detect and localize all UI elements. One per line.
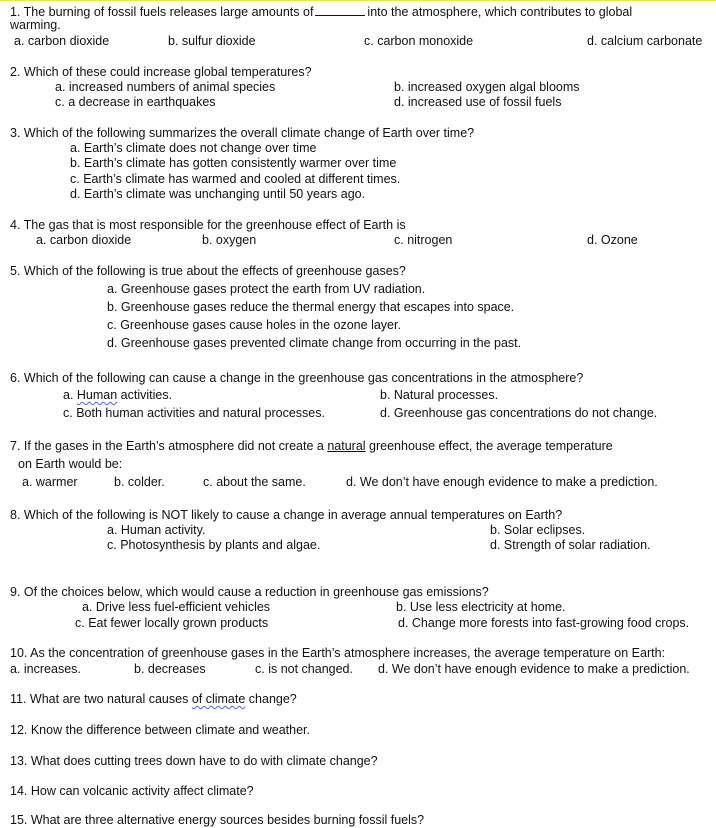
q10-option-b: b. decreases (134, 662, 206, 676)
q10-option-d: d. We don’t have enough evidence to make a prediction. (378, 662, 690, 676)
question-7-stem: 7. If the gases in the Earth’s atmosphere did not create a natural greenhouse effect, the average temperature (10, 439, 613, 453)
q4-option-d: d. Ozone (587, 233, 638, 247)
underlined-word: natural (327, 439, 366, 453)
q2-option-d: d. increased use of fossil fuels (394, 95, 562, 109)
spellcheck-word: Human (76, 388, 118, 402)
q1-option-b: b. sulfur dioxide (168, 34, 256, 48)
q1-option-c: c. carbon monoxide (364, 34, 474, 48)
q3-option-b: b. Earth’s climate has gotten consistently warmer over time (70, 156, 397, 170)
q10-option-a: a. increases. (10, 662, 81, 676)
q10-option-c: c. is not changed. (255, 662, 353, 676)
question-12: 12. Know the difference between climate and weather. (10, 723, 310, 737)
question-11: 11. What are two natural causes of climate change? (10, 692, 297, 706)
q9-option-b: b. Use less electricity at home. (396, 600, 566, 614)
q9-option-c: c. Eat fewer locally grown products (75, 616, 269, 630)
question-14: 14. How can volcanic activity affect climate? (10, 784, 254, 798)
q5-option-b: b. Greenhouse gases reduce the thermal energy that escapes into space. (107, 300, 515, 314)
question-15: 15. What are three alternative energy sources besides burning fossil fuels? (10, 813, 425, 827)
question-1-stem: 1. The burning of fossil fuels releases large amounts of into the atmosphere, which contributes to global (10, 5, 633, 19)
q6-option-b: b. Natural processes. (380, 388, 499, 402)
header-rule (0, 0, 716, 1)
q7-option-d: d. We don’t have enough evidence to make a prediction. (346, 475, 658, 489)
q4-option-a: a. carbon dioxide (36, 233, 132, 247)
q1-option-d: d. calcium carbonate (587, 34, 703, 48)
q5-option-c: c. Greenhouse gases cause holes in the ozone layer. (107, 318, 401, 332)
q5-option-d: d. Greenhouse gases prevented climate change from occurring in the past. (107, 336, 522, 350)
q8-option-c: c. Photosynthesis by plants and algae. (107, 538, 321, 552)
q9-option-a: a. Drive less fuel-efficient vehicles (82, 600, 271, 614)
q6-option-a: a. Human activities. (63, 388, 173, 402)
q5-option-a: a. Greenhouse gases protect the earth from UV radiation. (107, 282, 426, 296)
q4-option-c: c. nitrogen (394, 233, 453, 247)
q1-option-a: a. carbon dioxide (14, 34, 110, 48)
q7-option-b: b. colder. (114, 475, 165, 489)
question-9-stem: 9. Of the choices below, which would cause a reduction in greenhouse gas emissions? (10, 585, 489, 599)
question-13: 13. What does cutting trees down have to do with climate change? (10, 754, 378, 768)
question-3-stem: 3. Which of the following summarizes the overall climate change of Earth over time? (10, 126, 475, 140)
q3-option-a: a. Earth’s climate does not change over time (70, 141, 317, 155)
question-10-stem: 10. As the concentration of greenhouse gases in the Earth’s atmosphere increases, the average temperature on Earth: (10, 646, 666, 660)
q6-option-d: d. Greenhouse gas concentrations do not change. (380, 406, 658, 420)
question-5-stem: 5. Which of the following is true about the effects of greenhouse gases? (10, 264, 406, 278)
q8-option-b: b. Solar eclipses. (490, 523, 586, 537)
answer-blank (315, 4, 365, 16)
q8-option-d: d. Strength of solar radiation. (490, 538, 651, 552)
q8-option-a: a. Human activity. (107, 523, 206, 537)
q6-option-c: c. Both human activities and natural processes. (63, 406, 325, 420)
q3-option-d: d. Earth’s climate was unchanging until 50 years ago. (70, 187, 366, 201)
question-8-stem: 8. Which of the following is NOT likely to cause a change in average annual temperatures on Earth? (10, 508, 563, 522)
question-2-stem: 2. Which of these could increase global temperatures? (10, 65, 312, 79)
question-4-stem: 4. The gas that is most responsible for the greenhouse effect of Earth is (10, 218, 406, 232)
q4-option-b: b. oxygen (202, 233, 257, 247)
question-1-stem-line2: warming. (10, 18, 61, 32)
q9-option-d: d. Change more forests into fast-growing food crops. (398, 616, 690, 630)
q2-option-c: c. a decrease in earthquakes (55, 95, 216, 109)
spellcheck-word: of climate (191, 692, 246, 706)
q7-option-c: c. about the same. (203, 475, 306, 489)
q3-option-c: c. Earth’s climate has warmed and cooled at different times. (70, 172, 401, 186)
question-6-stem: 6. Which of the following can cause a change in the greenhouse gas concentrations in the atmosphere? (10, 371, 584, 385)
q2-option-b: b. increased oxygen algal blooms (394, 80, 580, 94)
question-7-stem-line2: on Earth would be: (18, 457, 123, 471)
q2-option-a: a. increased numbers of animal species (55, 80, 276, 94)
q7-option-a: a. warmer (22, 475, 78, 489)
